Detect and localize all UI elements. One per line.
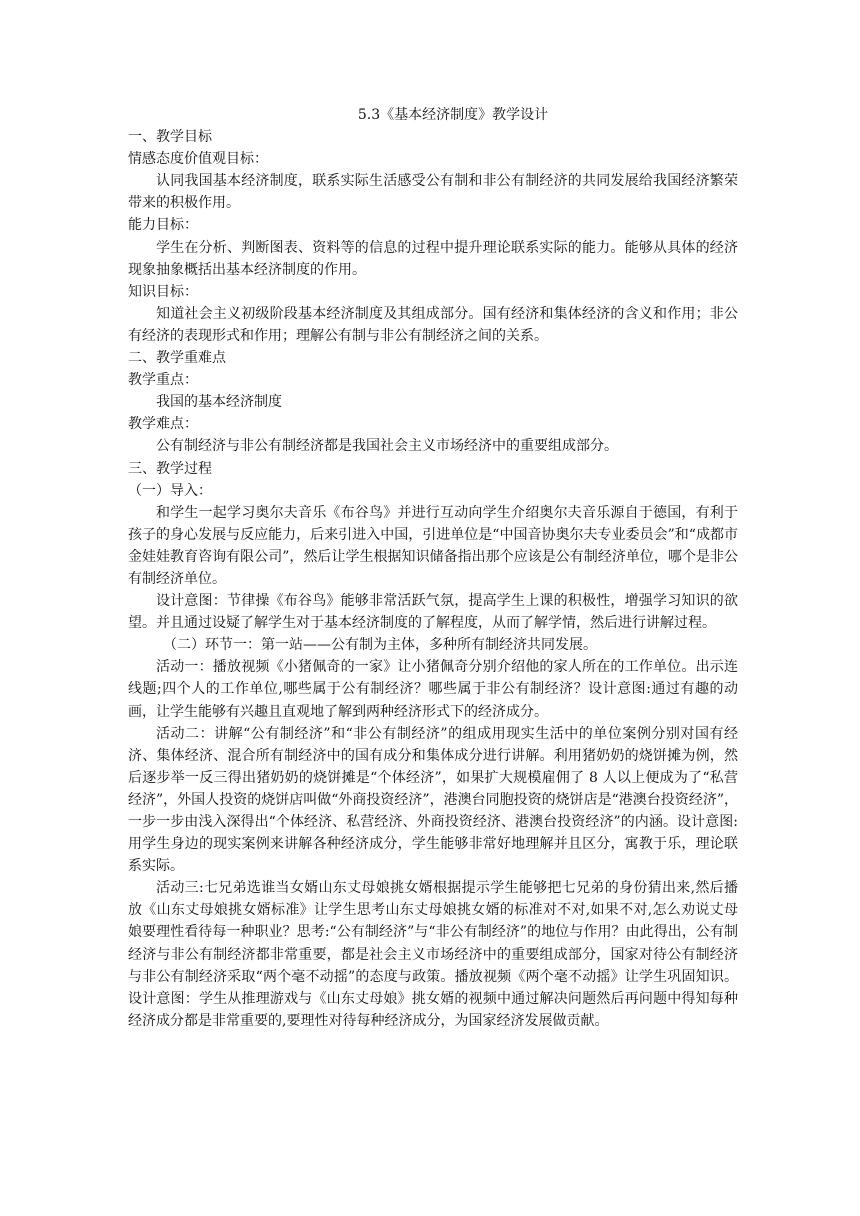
document-page [128,104,738,1032]
document-body [128,126,738,1032]
heading-line: （一）导入： [128,482,212,499]
heading-line: 能力目标： [128,217,198,234]
heading-line: 教学难点： [128,416,198,433]
heading-line: 情感态度价值观目标： [128,151,268,168]
heading-line: 教学重点： [128,372,198,389]
paragraph: 认同我国基本经济制度，联系实际生活感受公有制和非公有制经济的共同发展给我国经济繁荣带来的积极作用。 [128,173,738,212]
paragraph: 设计意图：节律操《布谷鸟》能够非常活跃气氛，提高学生上课的积极性，增强学习知识的欲望。并且通过设疑了解学生对于基本经济制度的了解程度，从而了解学情，然后进行讲解过程。 [128,593,738,632]
paragraph: 学生在分析、判断图表、资料等的信息的过程中提升理论联系实际的能力。能够从具体的经济现象抽象概括出基本经济制度的作用。 [128,239,738,278]
paragraph: 活动二：讲解“公有制经济”和“非公有制经济”的组成用现实生活中的单位案例分别对国有经济、集体经济、混合所有制经济中的国有成分和集体成分进行讲解。利用猪奶奶的烧饼摊为例，然后逐步举一反三得出猪奶奶的烧饼摊是“个体经济”，如果扩大规模雇佣了 8 人以上便成为了“私营经济”，外国人投资的烧饼店叫做“外商投资经济”，港澳台同胞投资的烧饼店是“港澳台投资经济”，一步一步由浅入深得出“个体经济、私营经济、外商投资经济、港澳台投资经济”的内涵。设计意图:用学生身边的现实案例来讲解各种经济成分，学生能够非常好地理解并且区分，寓教于乐，理论联系实际。 [128,725,738,875]
heading-line: 一、教学目标 [128,129,212,146]
heading-line: 知识目标： [128,283,198,300]
document-title: 5.3《基本经济制度》教学设计 [357,107,549,123]
heading-line: 二、教学重难点 [128,350,226,367]
paragraph: 公有制经济与非公有制经济都是我国社会主义市场经济中的重要组成部分。 [156,438,618,455]
section-subheading: （二）环节一：第一站——公有制为主体，多种所有制经济共同发展。 [163,637,597,654]
paragraph: 知道社会主义初级阶段基本经济制度及其组成部分。国有经济和集体经济的含义和作用；非公有经济的表现形式和作用；理解公有制与非公有制经济之间的关系。 [128,305,738,344]
heading-line: 三、教学过程 [128,460,212,477]
paragraph: 活动三:七兄弟选谁当女婿山东丈母娘挑女婿根据提示学生能够把七兄弟的身份猜出来,然后播放《山东丈母娘挑女婿标准》让学生思考山东丈母娘挑女婿的标准对不对,如果不对,怎么劝说丈母娘要理性看待每一种职业？思考:“公有制经济”与“非公有制经济”的地位与作用？由此得出，公有制经济与非公有制经济都非常重要，都是社会主义市场经济中的重要组成部分，国家对待公有制经济与非公有制经济采取“两个毫不动摇”的态度与政策。播放视频《两个毫不动摇》让学生巩固知识。设计意图：学生从推理游戏与《山东丈母娘》挑女婿的视频中通过解决问题然后再问题中得知每种经济成分都是非常重要的,要理性对待每种经济成分，为国家经济发展做贡献。 [128,880,738,1029]
paragraph: 我国的基本经济制度 [156,394,282,411]
paragraph: 活动一：播放视频《小猪佩奇的一家》让小猪佩奇分别介绍他的家人所在的工作单位。出示连线题;四个人的工作单位,哪些属于公有制经济？哪些属于非公有制经济？设计意图:通过有趣的动画，让学生能够有兴趣且直观地了解到两种经济形式下的经济成分。 [128,659,738,720]
paragraph: 和学生一起学习奥尔夫音乐《布谷鸟》并进行互动向学生介绍奥尔夫音乐源自于德国，有利于孩子的身心发展与反应能力，后来引进入中国，引进单位是“中国音协奥尔夫专业委员会”和“成都市金娃娃教育咨询有限公司”，然后让学生根据知识储备指出那个应该是公有制经济单位，哪个是非公有制经济单位。 [128,504,738,587]
